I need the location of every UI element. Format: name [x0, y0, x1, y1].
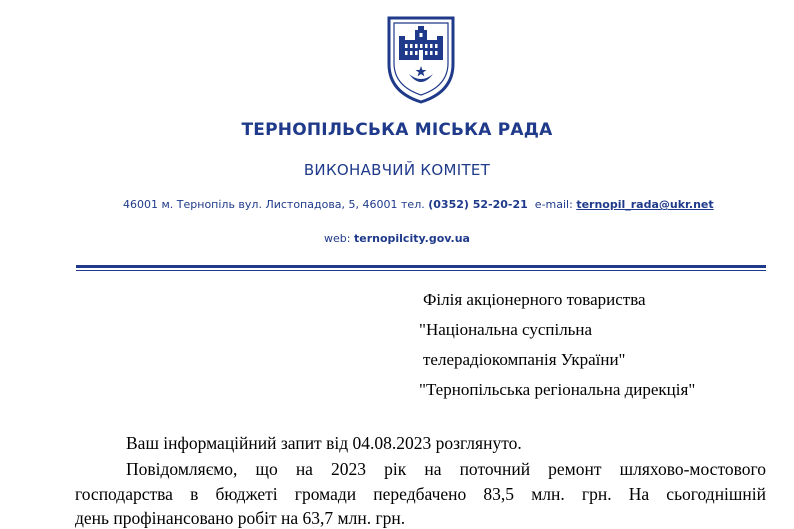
ternopil-coat-of-arms-icon: [385, 14, 457, 104]
web-link[interactable]: ternopilcity.gov.ua: [353, 232, 470, 245]
address-text: 46001 м. Тернопіль вул. Листопадова, 5, 46001 тел.: [123, 198, 425, 211]
addressee-line-1: Філія акціонерного товариства: [423, 290, 646, 309]
header-divider-thin: [76, 270, 766, 271]
org-title: ТЕРНОПІЛЬСЬКА МІСЬКА РАДА: [241, 120, 553, 140]
phone-text: (0352) 52-20-21: [428, 198, 528, 211]
header-divider-thick: [76, 265, 766, 268]
web-line: [0, 232, 794, 245]
contact-line: [123, 198, 714, 211]
body-paragraph-2-line-2: господарства в бюджеті громади передбачено 83,5 млн. грн. На сьогоднішній: [75, 484, 766, 504]
email-link[interactable]: ternopil_rada@ukr.net: [576, 198, 714, 211]
body-paragraph-2-line-1: Повідомляємо, що на 2023 рік на поточний ремонт шляхово-мостового: [126, 459, 766, 479]
body-paragraph-2-line-3: день профінансовано робіт на 63,7 млн. грн.: [75, 508, 406, 528]
addressee-line-3: телерадіокомпанія України": [423, 350, 626, 369]
addressee-line-2: "Національна суспільна: [419, 320, 593, 339]
body-paragraph-1: Ваш інформаційний запит від 04.08.2023 розглянуто.: [126, 433, 522, 453]
addressee-line-4: "Тернопільська регіональна дирекція": [419, 380, 696, 399]
email-label: e-mail:: [534, 198, 573, 211]
org-subtitle: ВИКОНАВЧИЙ КОМІТЕТ: [303, 161, 491, 179]
web-label: web:: [324, 232, 351, 245]
